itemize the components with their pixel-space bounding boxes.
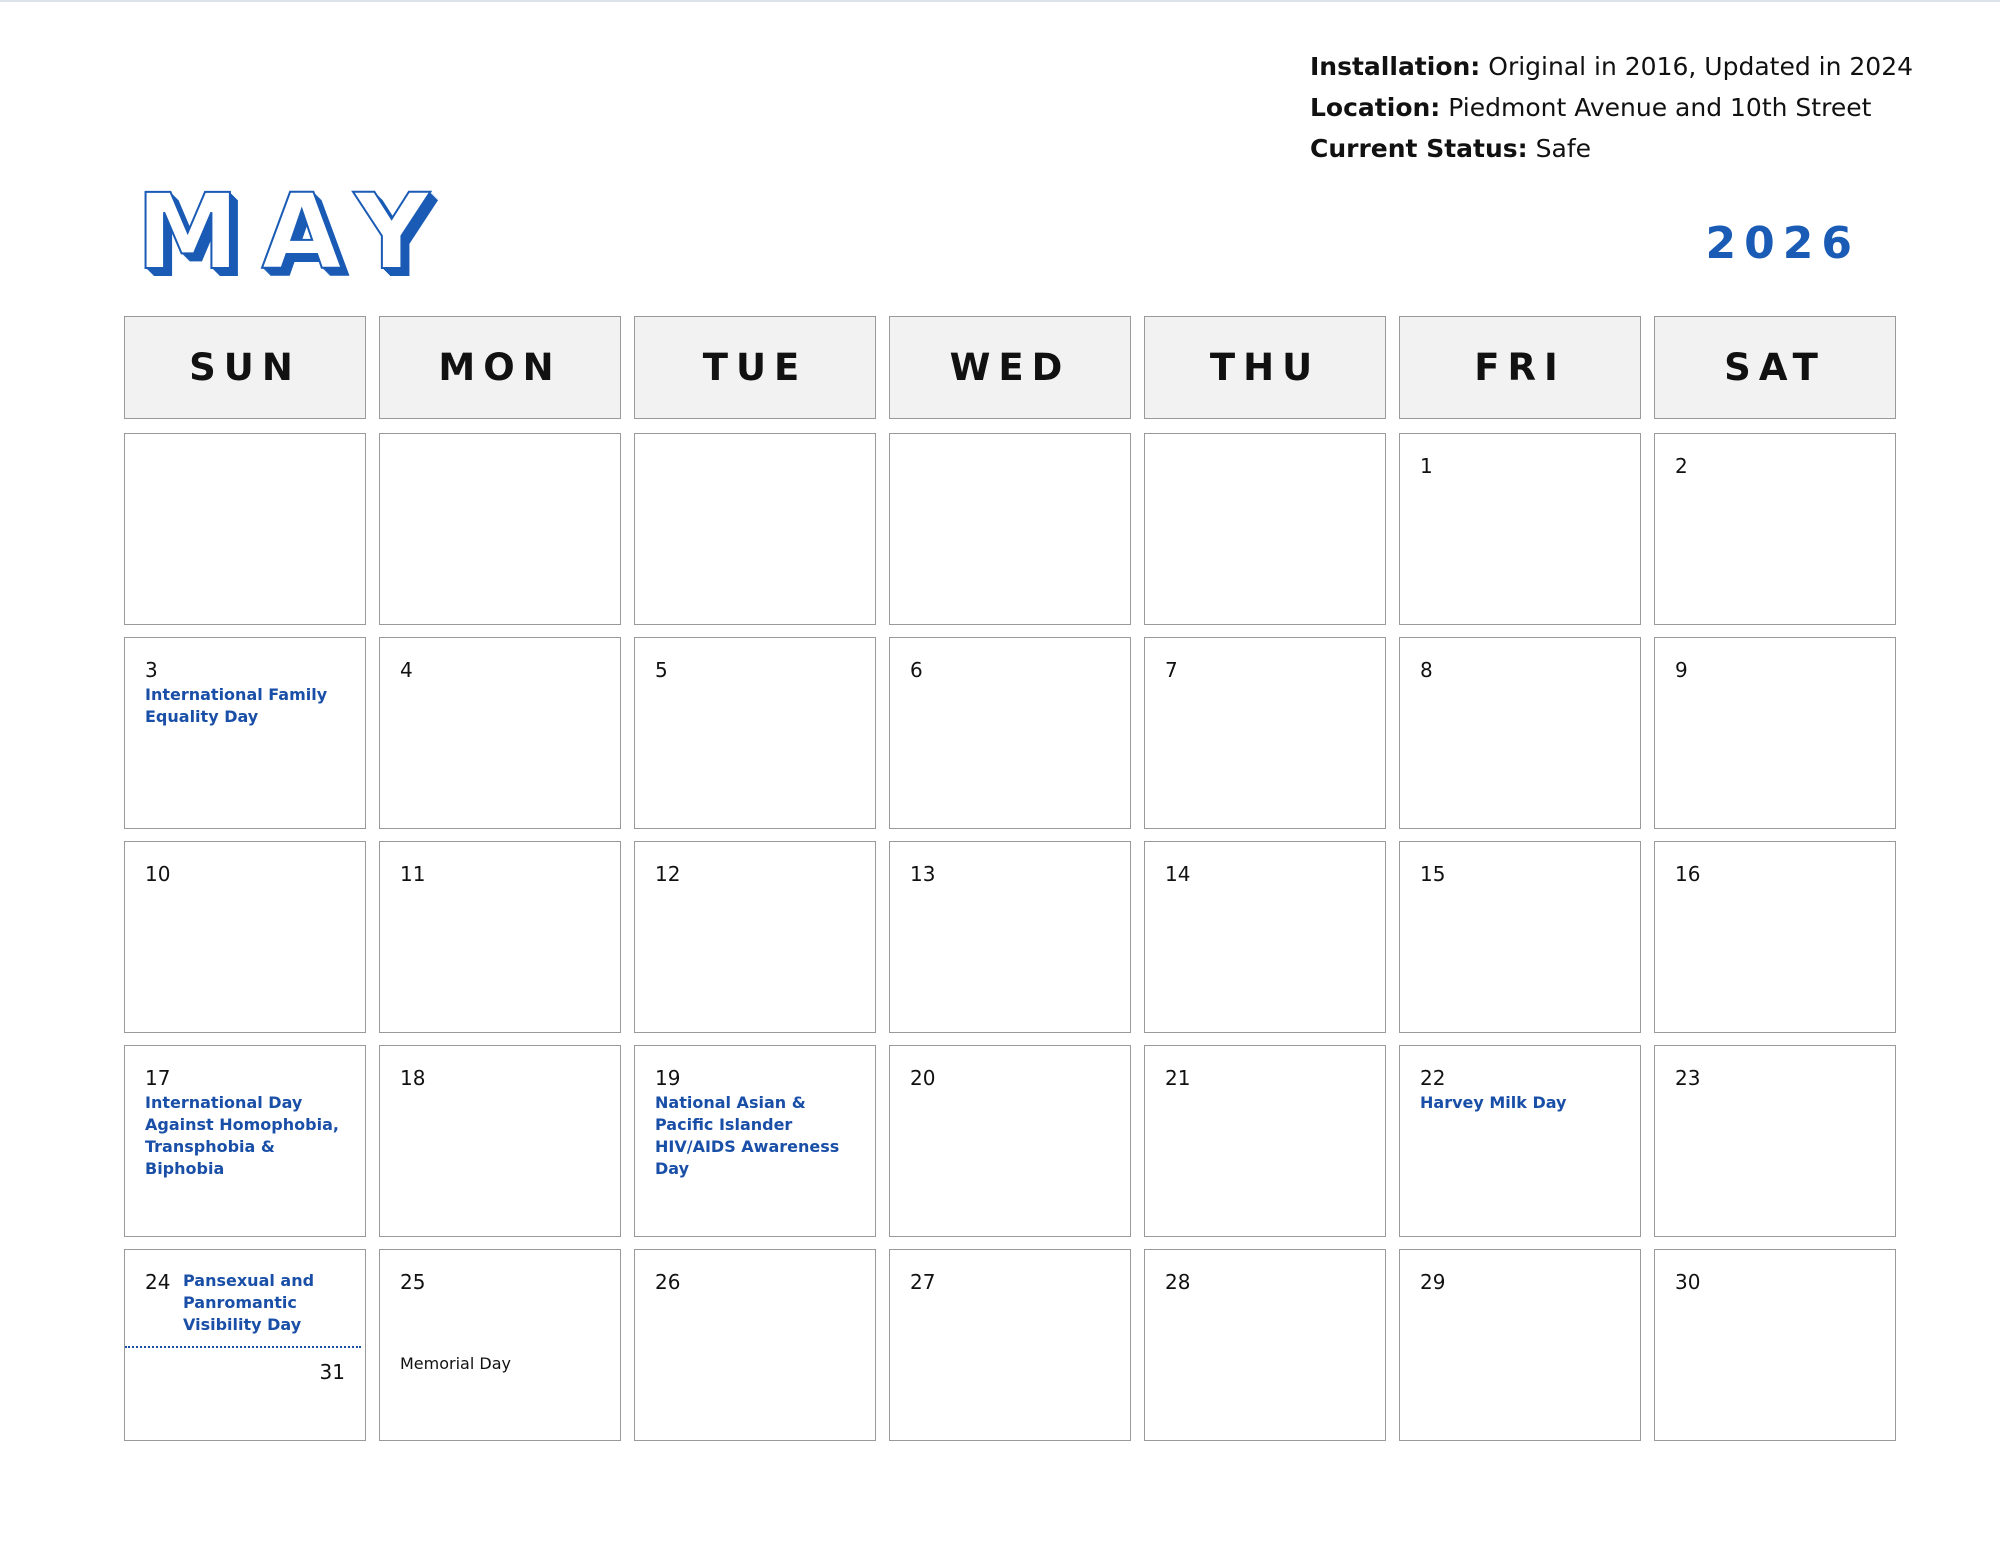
day-cell[interactable] (1399, 637, 1641, 829)
day-cell[interactable] (1144, 637, 1386, 829)
day-number: 18 (400, 1066, 426, 1090)
day-cell[interactable] (889, 841, 1131, 1033)
weekday-header-sat: SAT (1654, 316, 1896, 419)
day-number: 4 (400, 658, 413, 682)
location-label: Location: (1310, 93, 1441, 122)
status-value: Safe (1535, 134, 1591, 163)
event-label: International Family Equality Day (145, 685, 328, 726)
day-cell[interactable] (634, 433, 876, 625)
day-cell[interactable] (379, 841, 621, 1033)
day-cell[interactable] (634, 637, 876, 829)
day-number: 5 (655, 658, 668, 682)
day-cell[interactable] (379, 1249, 621, 1441)
top-rule (0, 0, 2000, 2)
day-number: 27 (910, 1270, 936, 1294)
day-number: 2 (1675, 454, 1688, 478)
day-number: 23 (1675, 1066, 1701, 1090)
day-cell[interactable] (889, 1249, 1131, 1441)
location-value: Piedmont Avenue and 10th Street (1448, 93, 1872, 122)
day-cell[interactable] (1654, 841, 1896, 1033)
event-label: National Asian & Pacific Islander HIV/AIDS Awareness Day (655, 1093, 840, 1178)
split-divider (125, 1346, 361, 1348)
day-number: 24 (145, 1270, 171, 1294)
day-number-split: 31 (319, 1360, 345, 1384)
day-cell[interactable] (124, 637, 366, 829)
day-number: 7 (1165, 658, 1178, 682)
day-number: 13 (910, 862, 936, 886)
day-number: 25 (400, 1270, 426, 1294)
day-cell[interactable] (1654, 433, 1896, 625)
day-number: 15 (1420, 862, 1446, 886)
weekday-header-mon: MON (379, 316, 621, 419)
day-number: 19 (655, 1066, 681, 1090)
day-cell[interactable] (1654, 1249, 1896, 1441)
day-number: 22 (1420, 1066, 1446, 1090)
day-cell[interactable] (634, 841, 876, 1033)
day-number: 9 (1675, 658, 1688, 682)
day-cell[interactable] (124, 841, 366, 1033)
day-cell[interactable] (1144, 841, 1386, 1033)
event-label: International Day Against Homophobia, Transphobia & Biphobia (145, 1093, 339, 1178)
day-cell[interactable] (379, 1045, 621, 1237)
weekday-header-sun: SUN (124, 316, 366, 419)
day-number: 8 (1420, 658, 1433, 682)
day-number: 1 (1420, 454, 1433, 478)
day-cell[interactable] (1144, 1045, 1386, 1237)
day-cell[interactable] (1399, 1045, 1641, 1237)
day-number: 30 (1675, 1270, 1701, 1294)
day-number: 16 (1675, 862, 1701, 886)
weekday-header-wed: WED (889, 316, 1131, 419)
day-number: 17 (145, 1066, 171, 1090)
day-number: 10 (145, 862, 171, 886)
day-number: 6 (910, 658, 923, 682)
day-number: 29 (1420, 1270, 1446, 1294)
installation-row (1310, 46, 1913, 87)
weekday-header-tue: TUE (634, 316, 876, 419)
day-cell[interactable] (889, 637, 1131, 829)
day-cell[interactable] (124, 1249, 366, 1441)
year-title: 2026 (1705, 218, 1860, 269)
day-cell[interactable] (1399, 841, 1641, 1033)
event-label: Harvey Milk Day (1420, 1093, 1567, 1112)
day-cell[interactable] (1654, 637, 1896, 829)
weekday-header-thu: THU (1144, 316, 1386, 419)
day-number: 26 (655, 1270, 681, 1294)
holiday-label: Memorial Day (400, 1354, 511, 1373)
day-number: 21 (1165, 1066, 1191, 1090)
status-row (1310, 128, 1913, 169)
installation-value: Original in 2016, Updated in 2024 (1488, 52, 1914, 81)
installation-label: Installation: (1310, 52, 1481, 81)
day-cell[interactable] (889, 1045, 1131, 1237)
installation-info (1310, 46, 1913, 169)
day-number: 3 (145, 658, 158, 682)
day-cell[interactable] (1399, 433, 1641, 625)
day-cell[interactable] (1144, 1249, 1386, 1441)
day-cell[interactable] (1144, 433, 1386, 625)
day-number: 20 (910, 1066, 936, 1090)
day-cell[interactable] (124, 433, 366, 625)
event-label: Pansexual and Panromantic Visibility Day (183, 1271, 315, 1334)
day-cell[interactable] (379, 433, 621, 625)
day-cell[interactable] (1399, 1249, 1641, 1441)
weekday-header-fri: FRI (1399, 316, 1641, 419)
day-number: 28 (1165, 1270, 1191, 1294)
day-number: 11 (400, 862, 426, 886)
day-cell[interactable] (379, 637, 621, 829)
day-cell[interactable] (1654, 1045, 1896, 1237)
location-row (1310, 87, 1913, 128)
day-cell[interactable] (634, 1249, 876, 1441)
day-cell[interactable] (889, 433, 1131, 625)
day-number: 14 (1165, 862, 1191, 886)
day-cell[interactable] (634, 1045, 876, 1237)
status-label: Current Status: (1310, 134, 1528, 163)
day-cell[interactable] (124, 1045, 366, 1237)
day-number: 12 (655, 862, 681, 886)
month-title: MAY (136, 171, 452, 293)
